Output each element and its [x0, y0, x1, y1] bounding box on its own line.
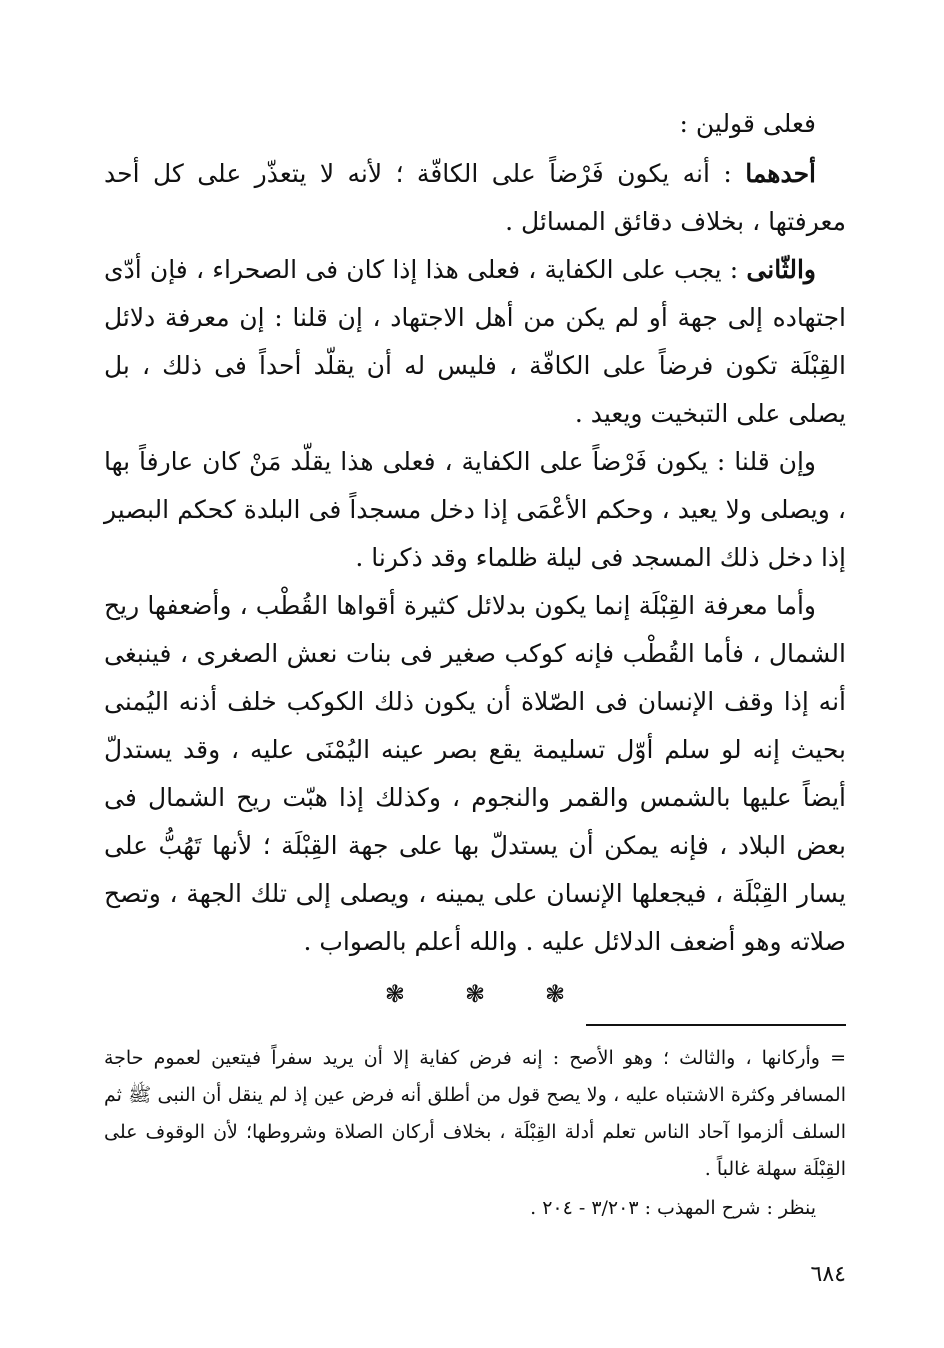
asterism-star-icon: ❃ — [384, 980, 405, 1008]
page-body — [104, 100, 846, 1227]
paragraph-2-text: : يجب على الكفاية ، فعلى هذا إذا كان فى الصحراء ، فإن أدّى اجتهاده إلى جهة أو لم يكن من أهل الاجتهاد ، إن قلنا : إن معرفة دلائل القِبْلَة تكون فرضاً على الكافّة ، فليس له أن يقلّد أحداً فى ذلك ، بل يصلى على التبخيت ويعيد . — [104, 255, 846, 428]
footnotes — [104, 1040, 846, 1227]
asterism-star-icon: ❃ — [464, 980, 486, 1008]
footnote-text: = وأركانها ، والثالث ؛ وهو الأصح : إنه فرض كفاية إلا أن يريد سفراً فيتعين لعموم حاجة المسافر وكثرة الاشتباه عليه ، ولا يصح قول من أطلق أنه فرض عين إذ لم ينقل أن النبى ﷺ ثم السلف ألزموا آحاد الناس تعلم أدلة القِبْلَة ، بخلاف أركان الصلاة وشروطها؛ لأن الوقوف على القِبْلَة سهلة غالباً . — [104, 1047, 846, 1180]
page-number: ٦٨٤ — [810, 1262, 846, 1287]
paragraph-2-lead: والثّانى — [746, 255, 816, 284]
paragraph-1 — [104, 150, 846, 246]
asterism-star-icon: ❃ — [545, 980, 566, 1008]
paragraph-3: وإن قلنا : يكون فَرْضاً على الكفاية ، فعلى هذا يقلّد مَنْ كان عارفاً بها ، ويصلى ولا يعيد ، وحكم الأعْمَى إذا دخل مسجداً فى البلدة كحكم البصير إذا دخل ذلك المسجد فى ليلة ظلماء وقد ذكرنا . — [104, 447, 846, 572]
footnote-divider — [586, 1024, 846, 1026]
paragraph-1-text: : أنه يكون فَرْضاً على الكافّة ؛ لأنه لا يتعذّر على كل أحد معرفتها ، بخلاف دقائق المسائل . — [104, 159, 846, 236]
paragraph-1-lead: أحدهما — [745, 159, 816, 188]
section-separator — [104, 980, 846, 1008]
paragraph-2 — [104, 246, 846, 438]
footnote-reference: ينظر : شرح المهذب : ٣/٢٠٣ - ٢٠٤ . — [530, 1197, 816, 1219]
main-text — [104, 100, 846, 966]
intro-line: فعلى قولين : — [679, 109, 816, 138]
paragraph-4: وأما معرفة القِبْلَة إنما يكون بدلائل كثيرة أقواها القُطْب ، وأضعفها ريح الشمال ، فأما القُطْب فإنه كوكب صغير فى بنات نعش الصغرى ، فينبغى أنه إذا وقف الإنسان فى الصّلاة أن يكون ذلك الكوكب خلف أذنه اليُمنى بحيث إنه لو سلم أوّل تسليمة يقع بصر عينه اليُمْنَى عليه ، وقد يستدلّ أيضاً عليها بالشمس والقمر والنجوم ، وكذلك إذا هبّت ريح الشمال فى بعض البلاد ، فإنه يمكن أن يستدلّ بها على جهة القِبْلَة ؛ لأنها تَهُبُّ على يسار القِبْلَة ، فيجعلها الإنسان على يمينه ، ويصلى إلى تلك الجهة ، وتصح صلاته وهو أضعف الدلائل عليه . والله أعلم بالصواب . — [104, 591, 846, 956]
